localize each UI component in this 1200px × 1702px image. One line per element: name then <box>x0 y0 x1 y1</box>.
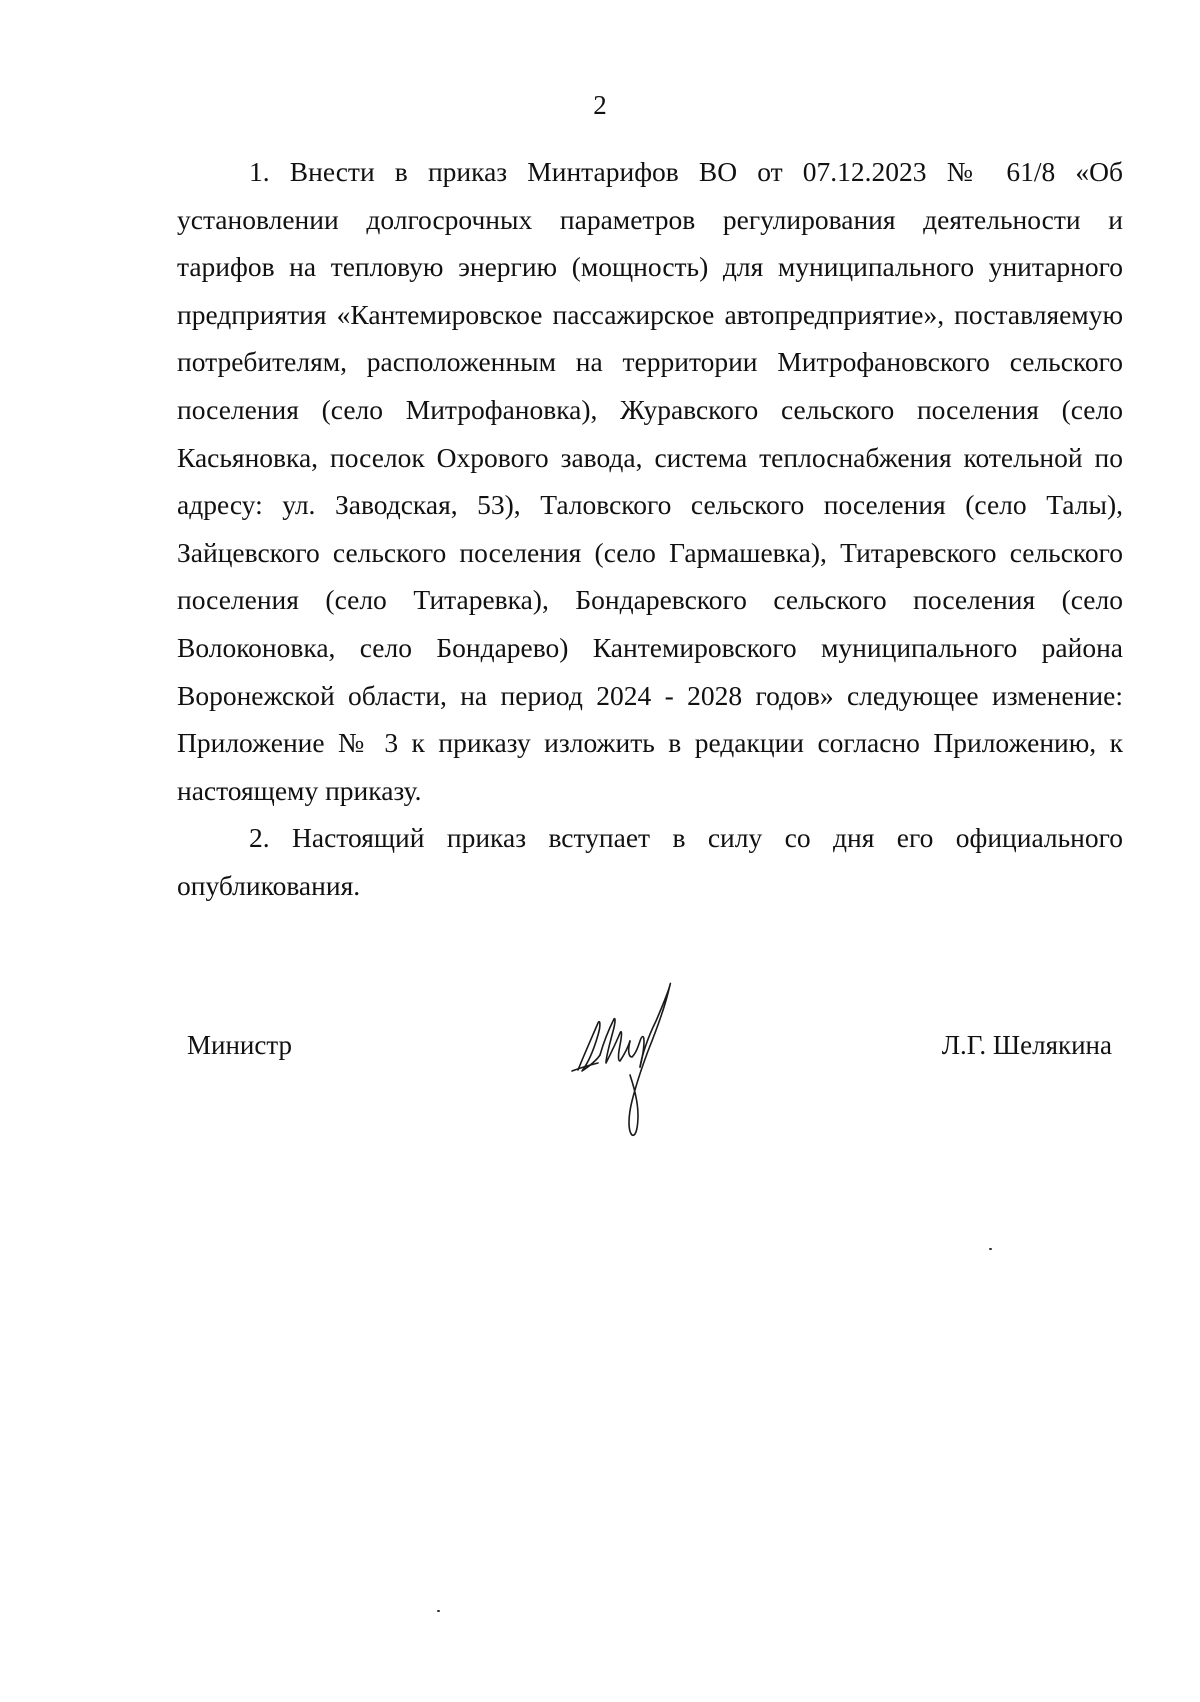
paragraph-2: 2. Настоящий приказ вступает в силу со дня его официального опубликования. <box>177 822 1123 901</box>
paragraph-1: 1. Внести в приказ Минтарифов ВО от 07.12.2023 № 61/8 «Об установлении долгосрочных параметров регулирования деятельности и тарифов на тепловую энергию (мощность) для муниципального унитарного предприятия «Кантемировское пассажирское автопредприятие», поставляемую потребителям, расположенным на территории Митрофановского сельского поселения (село Митрофановка), Журавского сельского поселения (село Касьяновка, поселок Охрового завода, система теплоснабжения котельной по адресу: ул. Заводская, 53), Таловского сельского поселения (село Талы), Зайцевского сельского поселения (село Гармашевка), Титаревского сельского поселения (село Титаревка), Бондаревского сельского поселения (село Волоконовка, село Бондарево) Кантемировского муниципального района Воронежской области, на период 2024 - 2028 годов» следующее изменение: Приложение № 3 к приказу изложить в редакции согласно Приложению, к настоящему приказу. <box>177 156 1123 806</box>
signatory-name: Л.Г. Шелякина <box>941 1030 1112 1060</box>
order-body <box>177 148 1123 910</box>
signatory-title: Министр <box>187 1030 292 1060</box>
scan-speck <box>989 1248 992 1250</box>
handwritten-signature <box>570 975 690 1150</box>
scan-speck <box>437 1610 440 1612</box>
page-number: 2 <box>593 90 607 120</box>
